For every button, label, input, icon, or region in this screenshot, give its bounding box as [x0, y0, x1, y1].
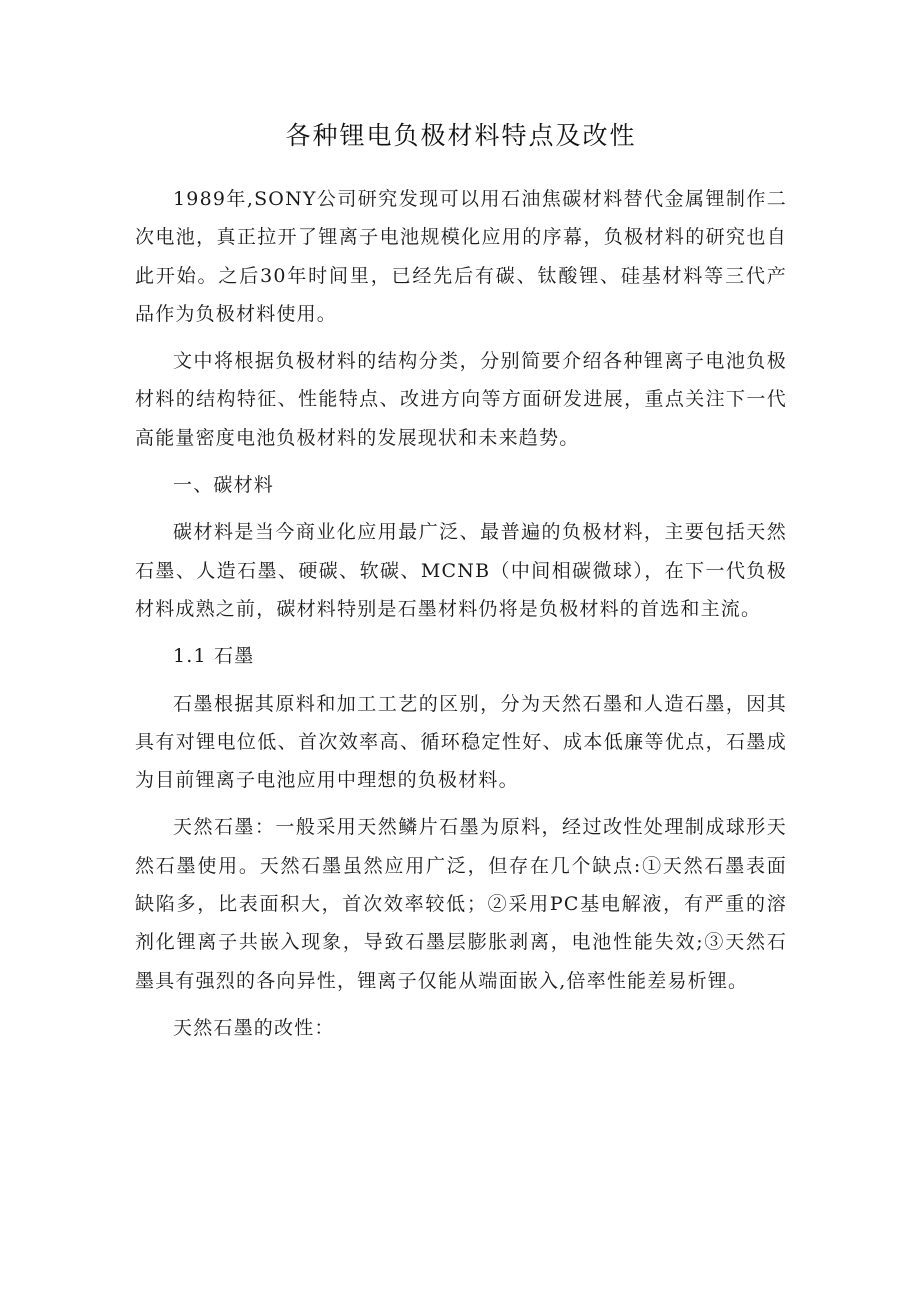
natural-graphite-paragraph: 天然石墨：一般采用天然鳞片石墨为原料，经过改性处理制成球形天然石墨使用。天然石墨虽然应用广泛，但存在几个缺点:①天然石墨表面缺陷多，比表面积大，首次效率较低；②采用PC基电解液，有严重的溶剂化锂离子共嵌入现象，导致石墨层膨胀剥离，电池性能失效;③天然石墨具有强烈的各向异性，锂离子仅能从端面嵌入,倍率性能差易析锂。 [135, 816, 787, 992]
intro-paragraph: 1989年,SONY公司研究发现可以用石油焦碳材料替代金属锂制作二次电池，真正拉开了锂离子电池规模化应用的序幕，负极材料的研究也自此开始。之后30年时间里，已经先后有碳、钛酸锂、硅基材料等三代产品作为负极材料使用。 [135, 188, 787, 325]
scope-paragraph: 文中将根据负极材料的结构分类，分别简要介绍各种锂离子电池负极材料的结构特征、性能特点、改进方向等方面研发进展，重点关注下一代高能量密度电池负极材料的发展现状和未来趋势。 [135, 350, 787, 449]
modification-heading: 天然石墨的改性： [173, 1016, 335, 1039]
section-heading-carbon: 一、碳材料 [173, 474, 275, 497]
carbon-paragraph: 碳材料是当今商业化应用最广泛、最普遍的负极材料，主要包括天然石墨、人造石墨、硬碳、软碳、MCNB（中间相碳微球），在下一代负极材料成熟之前，碳材料特别是石墨材料仍将是负极材料的首选和主流。 [135, 521, 787, 620]
document-title: 各种锂电负极材料特点及改性 [285, 121, 637, 150]
subsection-heading-graphite: 1.1 石墨 [173, 645, 255, 668]
graphite-paragraph: 石墨根据其原料和加工工艺的区别，分为天然石墨和人造石墨，因其具有对锂电位低、首次效率高、循环稳定性好、成本低廉等优点，石墨成为目前锂离子电池应用中理想的负极材料。 [135, 692, 787, 792]
